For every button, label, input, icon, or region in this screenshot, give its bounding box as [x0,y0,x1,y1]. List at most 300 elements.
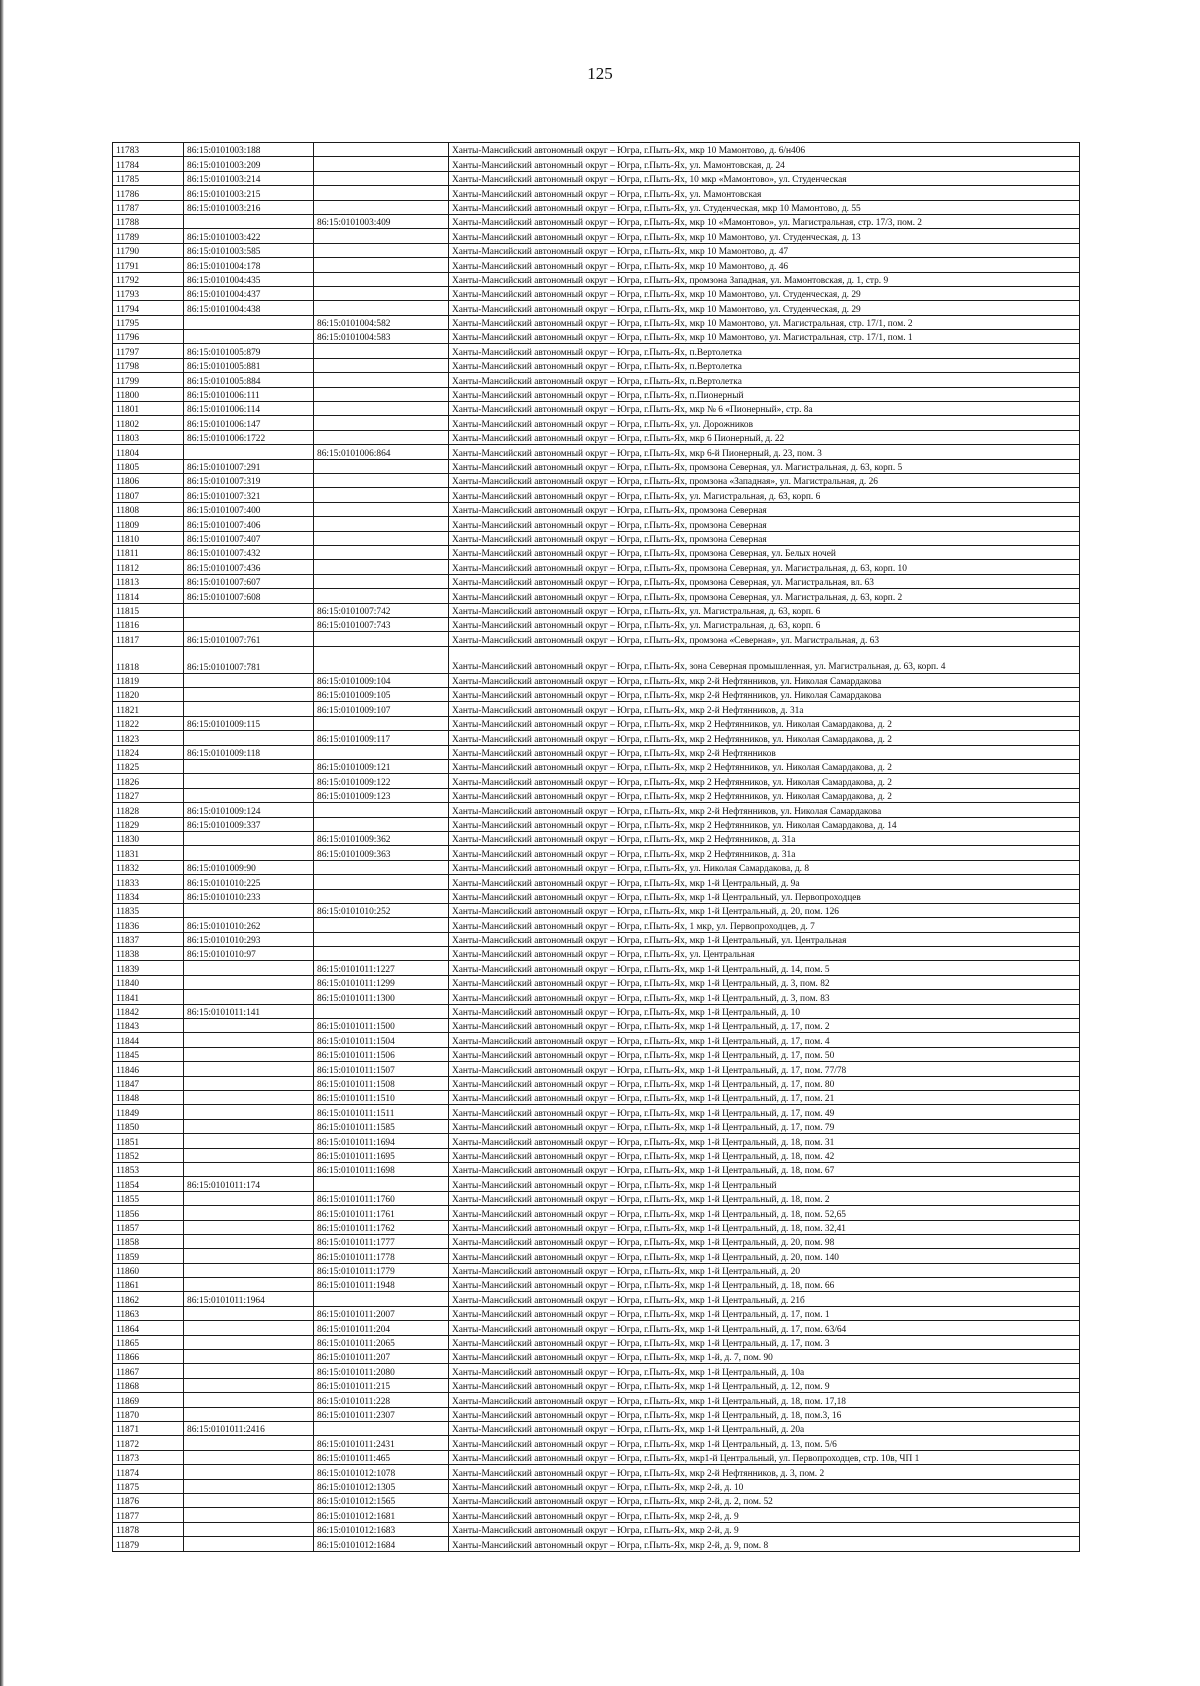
building-cadastral-number-cell: 86:15:0101011:1504 [314,1033,449,1047]
cadastral-number-cell: 86:15:0101010:233 [184,889,314,903]
row-number-cell: 11830 [113,831,184,845]
table-row [113,186,1080,200]
address-cell: Ханты-Мансийский автономный округ – Югра, г.Пыть-Ях, мкр 1-й Центральный, д. 17, пом. 80 [449,1076,1080,1090]
row-number-cell: 11801 [113,402,184,416]
row-number-cell: 11817 [113,632,184,646]
address-cell: Ханты-Мансийский автономный округ – Югра, г.Пыть-Ях, мкр 1-й Центральный, д. 14, пом. 5 [449,961,1080,975]
row-number-cell: 11861 [113,1278,184,1292]
row-number-cell: 11860 [113,1263,184,1277]
building-cadastral-number-cell [314,387,449,401]
building-cadastral-number-cell: 86:15:0101003:409 [314,214,449,228]
building-cadastral-number-cell: 86:15:0101011:1300 [314,990,449,1004]
row-number-cell: 11852 [113,1148,184,1162]
row-number-cell: 11879 [113,1537,184,1551]
address-cell: Ханты-Мансийский автономный округ – Югра, г.Пыть-Ях, мкр 2 Нефтянников, ул. Николая Самардакова, д. 2 [449,731,1080,745]
row-number-cell: 11821 [113,702,184,716]
address-cell: Ханты-Мансийский автономный округ – Югра, г.Пыть-Ях, мкр 1-й Центральный, д. 3, пом. 82 [449,975,1080,989]
table-row [113,502,1080,516]
row-number-cell: 11833 [113,875,184,889]
building-cadastral-number-cell: 86:15:0101007:743 [314,617,449,631]
cadastral-number-cell: 86:15:0101011:2416 [184,1421,314,1435]
row-number-cell: 11858 [113,1234,184,1248]
table-row [113,445,1080,459]
row-number-cell: 11869 [113,1393,184,1407]
building-cadastral-number-cell: 86:15:0101009:121 [314,760,449,774]
cadastral-number-cell [184,1191,314,1205]
building-cadastral-number-cell [314,272,449,286]
building-cadastral-number-cell [314,358,449,372]
row-number-cell: 11809 [113,517,184,531]
row-number-cell: 11840 [113,975,184,989]
cadastral-number-cell: 86:15:0101011:174 [184,1177,314,1191]
table-row [113,774,1080,788]
building-cadastral-number-cell: 86:15:0101004:582 [314,315,449,329]
cadastral-number-cell: 86:15:0101003:422 [184,229,314,243]
row-number-cell: 11788 [113,214,184,228]
address-cell: Ханты-Мансийский автономный округ – Югра, г.Пыть-Ях, мкр 1-й Центральный, д. 17, пом. 21 [449,1091,1080,1105]
building-cadastral-number-cell: 86:15:0101012:1683 [314,1522,449,1536]
building-cadastral-number-cell: 86:15:0101011:2431 [314,1436,449,1450]
building-cadastral-number-cell: 86:15:0101012:1305 [314,1479,449,1493]
building-cadastral-number-cell [314,416,449,430]
row-number-cell: 11820 [113,688,184,702]
building-cadastral-number-cell: 86:15:0101012:1684 [314,1537,449,1551]
building-cadastral-number-cell: 86:15:0101011:207 [314,1350,449,1364]
row-number-cell: 11878 [113,1522,184,1536]
address-cell: Ханты-Мансийский автономный округ – Югра, г.Пыть-Ях, мкр 2-й Нефтянников, ул. Николая Самардакова [449,673,1080,687]
row-number-cell: 11839 [113,961,184,975]
table-row [113,903,1080,917]
building-cadastral-number-cell: 86:15:0101011:228 [314,1393,449,1407]
table-row [113,1436,1080,1450]
table-row [113,301,1080,315]
building-cadastral-number-cell [314,157,449,171]
building-cadastral-number-cell: 86:15:0101012:1078 [314,1465,449,1479]
row-number-cell: 11862 [113,1292,184,1306]
row-number-cell: 11790 [113,243,184,257]
address-cell: Ханты-Мансийский автономный округ – Югра, г.Пыть-Ях, мкр 1-й Центральный, д. 17, пом. 77/78 [449,1062,1080,1076]
building-cadastral-number-cell [314,517,449,531]
cadastral-number-cell: 86:15:0101005:881 [184,358,314,372]
table-row [113,1350,1080,1364]
cadastral-number-cell: 86:15:0101009:337 [184,817,314,831]
row-number-cell: 11842 [113,1004,184,1018]
row-number-cell: 11864 [113,1321,184,1335]
building-cadastral-number-cell: 86:15:0101011:2007 [314,1306,449,1320]
table-row [113,1206,1080,1220]
address-cell: Ханты-Мансийский автономный округ – Югра, г.Пыть-Ях, ул. Центральная [449,947,1080,961]
address-cell: Ханты-Мансийский автономный округ – Югра, г.Пыть-Ях, мкр 6-й Пионерный, д. 23, пом. 3 [449,445,1080,459]
table-row [113,229,1080,243]
row-number-cell: 11836 [113,918,184,932]
building-cadastral-number-cell [314,502,449,516]
table-row [113,673,1080,687]
table-row [113,402,1080,416]
building-cadastral-number-cell: 86:15:0101011:1778 [314,1249,449,1263]
cadastral-number-cell: 86:15:0101007:432 [184,545,314,559]
row-number-cell: 11847 [113,1076,184,1090]
table-row [113,1493,1080,1507]
cadastral-number-cell [184,961,314,975]
row-number-cell: 11843 [113,1019,184,1033]
building-cadastral-number-cell: 86:15:0101011:204 [314,1321,449,1335]
address-cell: Ханты-Мансийский автономный округ – Югра, г.Пыть-Ях, мкр 1-й Центральный, д. 18, пом.3, 16 [449,1407,1080,1421]
table-row [113,617,1080,631]
row-number-cell: 11785 [113,171,184,185]
address-cell: Ханты-Мансийский автономный округ – Югра, г.Пыть-Ях, промзона Западная, ул. Мамонтовская, д. 1, стр. 9 [449,272,1080,286]
cadastral-number-cell [184,1522,314,1536]
table-row [113,1465,1080,1479]
address-cell: Ханты-Мансийский автономный округ – Югра, г.Пыть-Ях, зона Северная промышленная, ул. Магистральная, д. 63, корп. 4 [449,646,1080,673]
row-number-cell: 11851 [113,1134,184,1148]
row-number-cell: 11846 [113,1062,184,1076]
table-row [113,574,1080,588]
building-cadastral-number-cell: 86:15:0101011:2307 [314,1407,449,1421]
table-row [113,1537,1080,1551]
row-number-cell: 11866 [113,1350,184,1364]
row-number-cell: 11877 [113,1508,184,1522]
building-cadastral-number-cell [314,531,449,545]
row-number-cell: 11798 [113,358,184,372]
cadastral-number-cell [184,1076,314,1090]
row-number-cell: 11799 [113,373,184,387]
cadastral-number-cell [184,688,314,702]
cadastral-number-cell: 86:15:0101010:97 [184,947,314,961]
building-cadastral-number-cell [314,344,449,358]
row-number-cell: 11824 [113,745,184,759]
row-number-cell: 11804 [113,445,184,459]
address-cell: Ханты-Мансийский автономный округ – Югра, г.Пыть-Ях, промзона Северная, ул. Магистральная, вл. 63 [449,574,1080,588]
table-row [113,1335,1080,1349]
table-row [113,330,1080,344]
row-number-cell: 11803 [113,430,184,444]
table-row [113,1062,1080,1076]
row-number-cell: 11814 [113,589,184,603]
table-row [113,1177,1080,1191]
cadastral-number-cell [184,702,314,716]
table-row [113,545,1080,559]
building-cadastral-number-cell [314,817,449,831]
address-cell: Ханты-Мансийский автономный округ – Югра, г.Пыть-Ях, мкр 2-й Нефтянников, ул. Николая Самардакова [449,803,1080,817]
row-number-cell: 11819 [113,673,184,687]
building-cadastral-number-cell [314,875,449,889]
address-cell: Ханты-Мансийский автономный округ – Югра, г.Пыть-Ях, мкр 1-й, д. 7, пом. 90 [449,1350,1080,1364]
building-cadastral-number-cell [314,430,449,444]
cadastral-number-cell: 86:15:0101007:319 [184,473,314,487]
table-row [113,1076,1080,1090]
building-cadastral-number-cell [314,373,449,387]
address-cell: Ханты-Мансийский автономный округ – Югра, г.Пыть-Ях, мкр 2-й Нефтянников, д. 31а [449,702,1080,716]
address-cell: Ханты-Мансийский автономный округ – Югра, г.Пыть-Ях, мкр № 6 «Пионерный», стр. 8а [449,402,1080,416]
table-row [113,258,1080,272]
address-cell: Ханты-Мансийский автономный округ – Югра, г.Пыть-Ях, мкр 1-й Центральный, д. 20а [449,1421,1080,1435]
building-cadastral-number-cell [314,143,449,157]
cadastral-number-cell [184,1436,314,1450]
address-cell: Ханты-Мансийский автономный округ – Югра, г.Пыть-Ях, ул. Дорожников [449,416,1080,430]
address-cell: Ханты-Мансийский автономный округ – Югра, г.Пыть-Ях, мкр 10 «Мамонтово», ул. Магистральная, стр. 17/3, пом. 2 [449,214,1080,228]
row-number-cell: 11865 [113,1335,184,1349]
building-cadastral-number-cell [314,286,449,300]
address-cell: Ханты-Мансийский автономный округ – Югра, г.Пыть-Ях, мкр 1-й Центральный, д. 17, пом. 4 [449,1033,1080,1047]
cadastral-table-body [113,143,1080,1552]
row-number-cell: 11813 [113,574,184,588]
table-row [113,531,1080,545]
address-cell: Ханты-Мансийский автономный округ – Югра, г.Пыть-Ях, мкр 10 Мамонтово, ул. Магистральная, стр. 17/1, пом. 1 [449,330,1080,344]
table-row [113,975,1080,989]
cadastral-number-cell [184,1378,314,1392]
address-cell: Ханты-Мансийский автономный округ – Югра, г.Пыть-Ях, мкр 1-й Центральный, д. 17, пом. 49 [449,1105,1080,1119]
building-cadastral-number-cell [314,402,449,416]
building-cadastral-number-cell: 86:15:0101011:1762 [314,1220,449,1234]
table-row [113,272,1080,286]
table-row [113,788,1080,802]
table-row [113,932,1080,946]
address-cell: Ханты-Мансийский автономный округ – Югра, г.Пыть-Ях, мкр 1-й Центральный, д. 20, пом. 126 [449,903,1080,917]
building-cadastral-number-cell: 86:15:0101011:1761 [314,1206,449,1220]
row-number-cell: 11810 [113,531,184,545]
cadastral-number-cell: 86:15:0101007:761 [184,632,314,646]
table-row [113,1364,1080,1378]
address-cell: Ханты-Мансийский автономный округ – Югра, г.Пыть-Ях, мкр 2 Нефтянников, д. 31а [449,831,1080,845]
address-cell: Ханты-Мансийский автономный округ – Югра, г.Пыть-Ях, мкр 1-й Центральный, д. 10а [449,1364,1080,1378]
table-row [113,803,1080,817]
cadastral-number-cell [184,1220,314,1234]
cadastral-number-cell: 86:15:0101007:400 [184,502,314,516]
cadastral-number-cell [184,1407,314,1421]
row-number-cell: 11793 [113,286,184,300]
table-row [113,603,1080,617]
address-cell: Ханты-Мансийский автономный округ – Югра, г.Пыть-Ях, промзона «Западная», ул. Магистральная, д. 26 [449,473,1080,487]
cadastral-number-cell [184,1119,314,1133]
building-cadastral-number-cell [314,589,449,603]
building-cadastral-number-cell: 86:15:0101009:363 [314,846,449,860]
address-cell: Ханты-Мансийский автономный округ – Югра, г.Пыть-Ях, ул. Магистральная, д. 63, корп. 6 [449,488,1080,502]
building-cadastral-number-cell [314,1292,449,1306]
building-cadastral-number-cell: 86:15:0101011:1508 [314,1076,449,1090]
building-cadastral-number-cell [314,229,449,243]
building-cadastral-number-cell: 86:15:0101011:465 [314,1450,449,1464]
table-row [113,171,1080,185]
address-cell: Ханты-Мансийский автономный округ – Югра, г.Пыть-Ях, мкр 6 Пионерный, д. 22 [449,430,1080,444]
building-cadastral-number-cell [314,1421,449,1435]
cadastral-number-cell: 86:15:0101004:437 [184,286,314,300]
address-cell: Ханты-Мансийский автономный округ – Югра, г.Пыть-Ях, п.Вертолетка [449,344,1080,358]
building-cadastral-number-cell: 86:15:0101011:2065 [314,1335,449,1349]
cadastral-number-cell: 86:15:0101007:291 [184,459,314,473]
cadastral-number-cell: 86:15:0101009:115 [184,716,314,730]
address-cell: Ханты-Мансийский автономный округ – Югра, г.Пыть-Ях, мкр 1-й Центральный, д. 3, пом. 83 [449,990,1080,1004]
building-cadastral-number-cell [314,1177,449,1191]
table-row [113,1220,1080,1234]
table-row [113,731,1080,745]
address-cell: Ханты-Мансийский автономный округ – Югра, г.Пыть-Ях, мкр 2-й Нефтянников, ул. Николая Самардакова [449,688,1080,702]
address-cell: Ханты-Мансийский автономный округ – Югра, г.Пыть-Ях, мкр 2 Нефтянников, ул. Николая Самардакова, д. 2 [449,774,1080,788]
cadastral-number-cell: 86:15:0101003:216 [184,200,314,214]
address-cell: Ханты-Мансийский автономный округ – Югра, г.Пыть-Ях, промзона Северная [449,531,1080,545]
row-number-cell: 11806 [113,473,184,487]
row-number-cell: 11802 [113,416,184,430]
row-number-cell: 11792 [113,272,184,286]
table-row [113,459,1080,473]
building-cadastral-number-cell [314,258,449,272]
building-cadastral-number-cell [314,646,449,673]
cadastral-number-cell [184,214,314,228]
building-cadastral-number-cell: 86:15:0101009:104 [314,673,449,687]
cadastral-number-cell [184,1493,314,1507]
row-number-cell: 11796 [113,330,184,344]
table-row [113,918,1080,932]
building-cadastral-number-cell [314,171,449,185]
cadastral-number-cell [184,1062,314,1076]
address-cell: Ханты-Мансийский автономный округ – Югра, г.Пыть-Ях, ул. Николая Самардакова, д. 8 [449,860,1080,874]
cadastral-number-cell [184,1249,314,1263]
table-row [113,947,1080,961]
row-number-cell: 11838 [113,947,184,961]
address-cell: Ханты-Мансийский автономный округ – Югра, г.Пыть-Ях, мкр 1-й Центральный, д. 17, пом. 3 [449,1335,1080,1349]
address-cell: Ханты-Мансийский автономный округ – Югра, г.Пыть-Ях, мкр 10 Мамонтово, ул. Студенческая, д. 13 [449,229,1080,243]
cadastral-number-cell [184,1206,314,1220]
building-cadastral-number-cell [314,860,449,874]
row-number-cell: 11805 [113,459,184,473]
table-row [113,416,1080,430]
table-row [113,560,1080,574]
address-cell: Ханты-Мансийский автономный округ – Югра, г.Пыть-Ях, мкр 10 Мамонтово, д. 6/н406 [449,143,1080,157]
building-cadastral-number-cell: 86:15:0101011:1777 [314,1234,449,1248]
cadastral-number-cell: 86:15:0101011:1964 [184,1292,314,1306]
table-row [113,200,1080,214]
address-cell: Ханты-Мансийский автономный округ – Югра, г.Пыть-Ях, мкр 1-й Центральный, д. 18, пом. 42 [449,1148,1080,1162]
row-number-cell: 11834 [113,889,184,903]
address-cell: Ханты-Мансийский автономный округ – Югра, г.Пыть-Ях, мкр 1-й Центральный, д. 18, пом. 17,18 [449,1393,1080,1407]
cadastral-number-cell [184,1537,314,1551]
cadastral-number-cell [184,788,314,802]
building-cadastral-number-cell: 86:15:0101009:107 [314,702,449,716]
building-cadastral-number-cell: 86:15:0101012:1565 [314,1493,449,1507]
building-cadastral-number-cell [314,932,449,946]
address-cell: Ханты-Мансийский автономный округ – Югра, г.Пыть-Ях, мкр 1-й Центральный, д. 18, пом. 31 [449,1134,1080,1148]
row-number-cell: 11832 [113,860,184,874]
cadastral-number-cell [184,1134,314,1148]
table-row [113,745,1080,759]
address-cell: Ханты-Мансийский автономный округ – Югра, г.Пыть-Ях, мкр 1-й Центральный, д. 20, пом. 140 [449,1249,1080,1263]
address-cell: Ханты-Мансийский автономный округ – Югра, г.Пыть-Ях, мкр1-й Центральный, ул. Первопроходцев, стр. 10в, ЧП 1 [449,1450,1080,1464]
building-cadastral-number-cell: 86:15:0101009:123 [314,788,449,802]
address-cell: Ханты-Мансийский автономный округ – Югра, г.Пыть-Ях, мкр 1-й Центральный, д. 18, пом. 67 [449,1162,1080,1176]
table-row [113,760,1080,774]
table-row [113,1047,1080,1061]
cadastral-number-cell: 86:15:0101007:608 [184,589,314,603]
cadastral-number-cell [184,1105,314,1119]
cadastral-number-cell [184,1091,314,1105]
row-number-cell: 11835 [113,903,184,917]
building-cadastral-number-cell: 86:15:0101011:1695 [314,1148,449,1162]
address-cell: Ханты-Мансийский автономный округ – Югра, г.Пыть-Ях, мкр 10 Мамонтово, ул. Студенческая, д. 29 [449,301,1080,315]
table-row [113,1292,1080,1306]
cadastral-number-cell [184,445,314,459]
cadastral-number-cell: 86:15:0101003:188 [184,143,314,157]
building-cadastral-number-cell [314,488,449,502]
address-cell: Ханты-Мансийский автономный округ – Югра, г.Пыть-Ях, 10 мкр «Мамонтово», ул. Студенческая [449,171,1080,185]
address-cell: Ханты-Мансийский автономный округ – Югра, г.Пыть-Ях, мкр 1-й Центральный, д. 18, пом. 52,65 [449,1206,1080,1220]
building-cadastral-number-cell [314,560,449,574]
cadastral-number-cell: 86:15:0101010:293 [184,932,314,946]
row-number-cell: 11811 [113,545,184,559]
building-cadastral-number-cell [314,1004,449,1018]
table-row [113,1004,1080,1018]
address-cell: Ханты-Мансийский автономный округ – Югра, г.Пыть-Ях, мкр 10 Мамонтово, ул. Студенческая, д. 29 [449,286,1080,300]
building-cadastral-number-cell: 86:15:0101011:1698 [314,1162,449,1176]
cadastral-number-cell: 86:15:0101007:406 [184,517,314,531]
row-number-cell: 11872 [113,1436,184,1450]
building-cadastral-number-cell: 86:15:0101007:742 [314,603,449,617]
table-row [113,214,1080,228]
building-cadastral-number-cell: 86:15:0101011:1299 [314,975,449,989]
cadastral-number-cell: 86:15:0101003:209 [184,157,314,171]
address-cell: Ханты-Мансийский автономный округ – Югра, г.Пыть-Ях, мкр 2 Нефтянников, ул. Николая Самардакова, д. 2 [449,716,1080,730]
row-number-cell: 11808 [113,502,184,516]
cadastral-number-cell [184,673,314,687]
cadastral-number-cell [184,1321,314,1335]
table-row [113,373,1080,387]
address-cell: Ханты-Мансийский автономный округ – Югра, г.Пыть-Ях, мкр 1-й Центральный, д. 20, пом. 98 [449,1234,1080,1248]
address-cell: Ханты-Мансийский автономный округ – Югра, г.Пыть-Ях, мкр 2 Нефтянников, ул. Николая Самардакова, д. 2 [449,788,1080,802]
row-number-cell: 11849 [113,1105,184,1119]
table-row [113,488,1080,502]
address-cell: Ханты-Мансийский автономный округ – Югра, г.Пыть-Ях, промзона Северная, ул. Белых ночей [449,545,1080,559]
table-row [113,961,1080,975]
address-cell: Ханты-Мансийский автономный округ – Югра, г.Пыть-Ях, ул. Студенческая, мкр 10 Мамонтово, д. 55 [449,200,1080,214]
row-number-cell: 11816 [113,617,184,631]
address-cell: Ханты-Мансийский автономный округ – Югра, г.Пыть-Ях, ул. Мамонтовская, д. 24 [449,157,1080,171]
table-row [113,1234,1080,1248]
table-row [113,1119,1080,1133]
table-row [113,1033,1080,1047]
building-cadastral-number-cell: 86:15:0101011:1227 [314,961,449,975]
page-number: 125 [587,64,613,83]
row-number-cell: 11807 [113,488,184,502]
cadastral-number-cell: 86:15:0101003:585 [184,243,314,257]
row-number-cell: 11825 [113,760,184,774]
table-row [113,1263,1080,1277]
row-number-cell: 11826 [113,774,184,788]
row-number-cell: 11837 [113,932,184,946]
table-row [113,1378,1080,1392]
row-number-cell: 11876 [113,1493,184,1507]
address-cell: Ханты-Мансийский автономный округ – Югра, г.Пыть-Ях, мкр 1-й Центральный, ул. Первопроходцев [449,889,1080,903]
cadastral-number-cell: 86:15:0101009:124 [184,803,314,817]
table-row [113,1162,1080,1176]
address-cell: Ханты-Мансийский автономный округ – Югра, г.Пыть-Ях, мкр 1-й Центральный, д. 21б [449,1292,1080,1306]
row-number-cell: 11844 [113,1033,184,1047]
row-number-cell: 11854 [113,1177,184,1191]
building-cadastral-number-cell: 86:15:0101009:362 [314,831,449,845]
building-cadastral-number-cell: 86:15:0101009:122 [314,774,449,788]
cadastral-number-cell [184,774,314,788]
row-number-cell: 11795 [113,315,184,329]
table-row [113,430,1080,444]
table-row [113,1134,1080,1148]
table-row [113,716,1080,730]
table-row [113,358,1080,372]
cadastral-number-cell [184,1465,314,1479]
address-cell: Ханты-Мансийский автономный округ – Югра, г.Пыть-Ях, ул. Магистральная, д. 63, корп. 6 [449,617,1080,631]
table-row [113,1508,1080,1522]
row-number-cell: 11855 [113,1191,184,1205]
building-cadastral-number-cell: 86:15:0101012:1681 [314,1508,449,1522]
address-cell: Ханты-Мансийский автономный округ – Югра, г.Пыть-Ях, 1 мкр, ул. Первопроходцев, д. 7 [449,918,1080,932]
building-cadastral-number-cell: 86:15:0101010:252 [314,903,449,917]
table-row [113,990,1080,1004]
